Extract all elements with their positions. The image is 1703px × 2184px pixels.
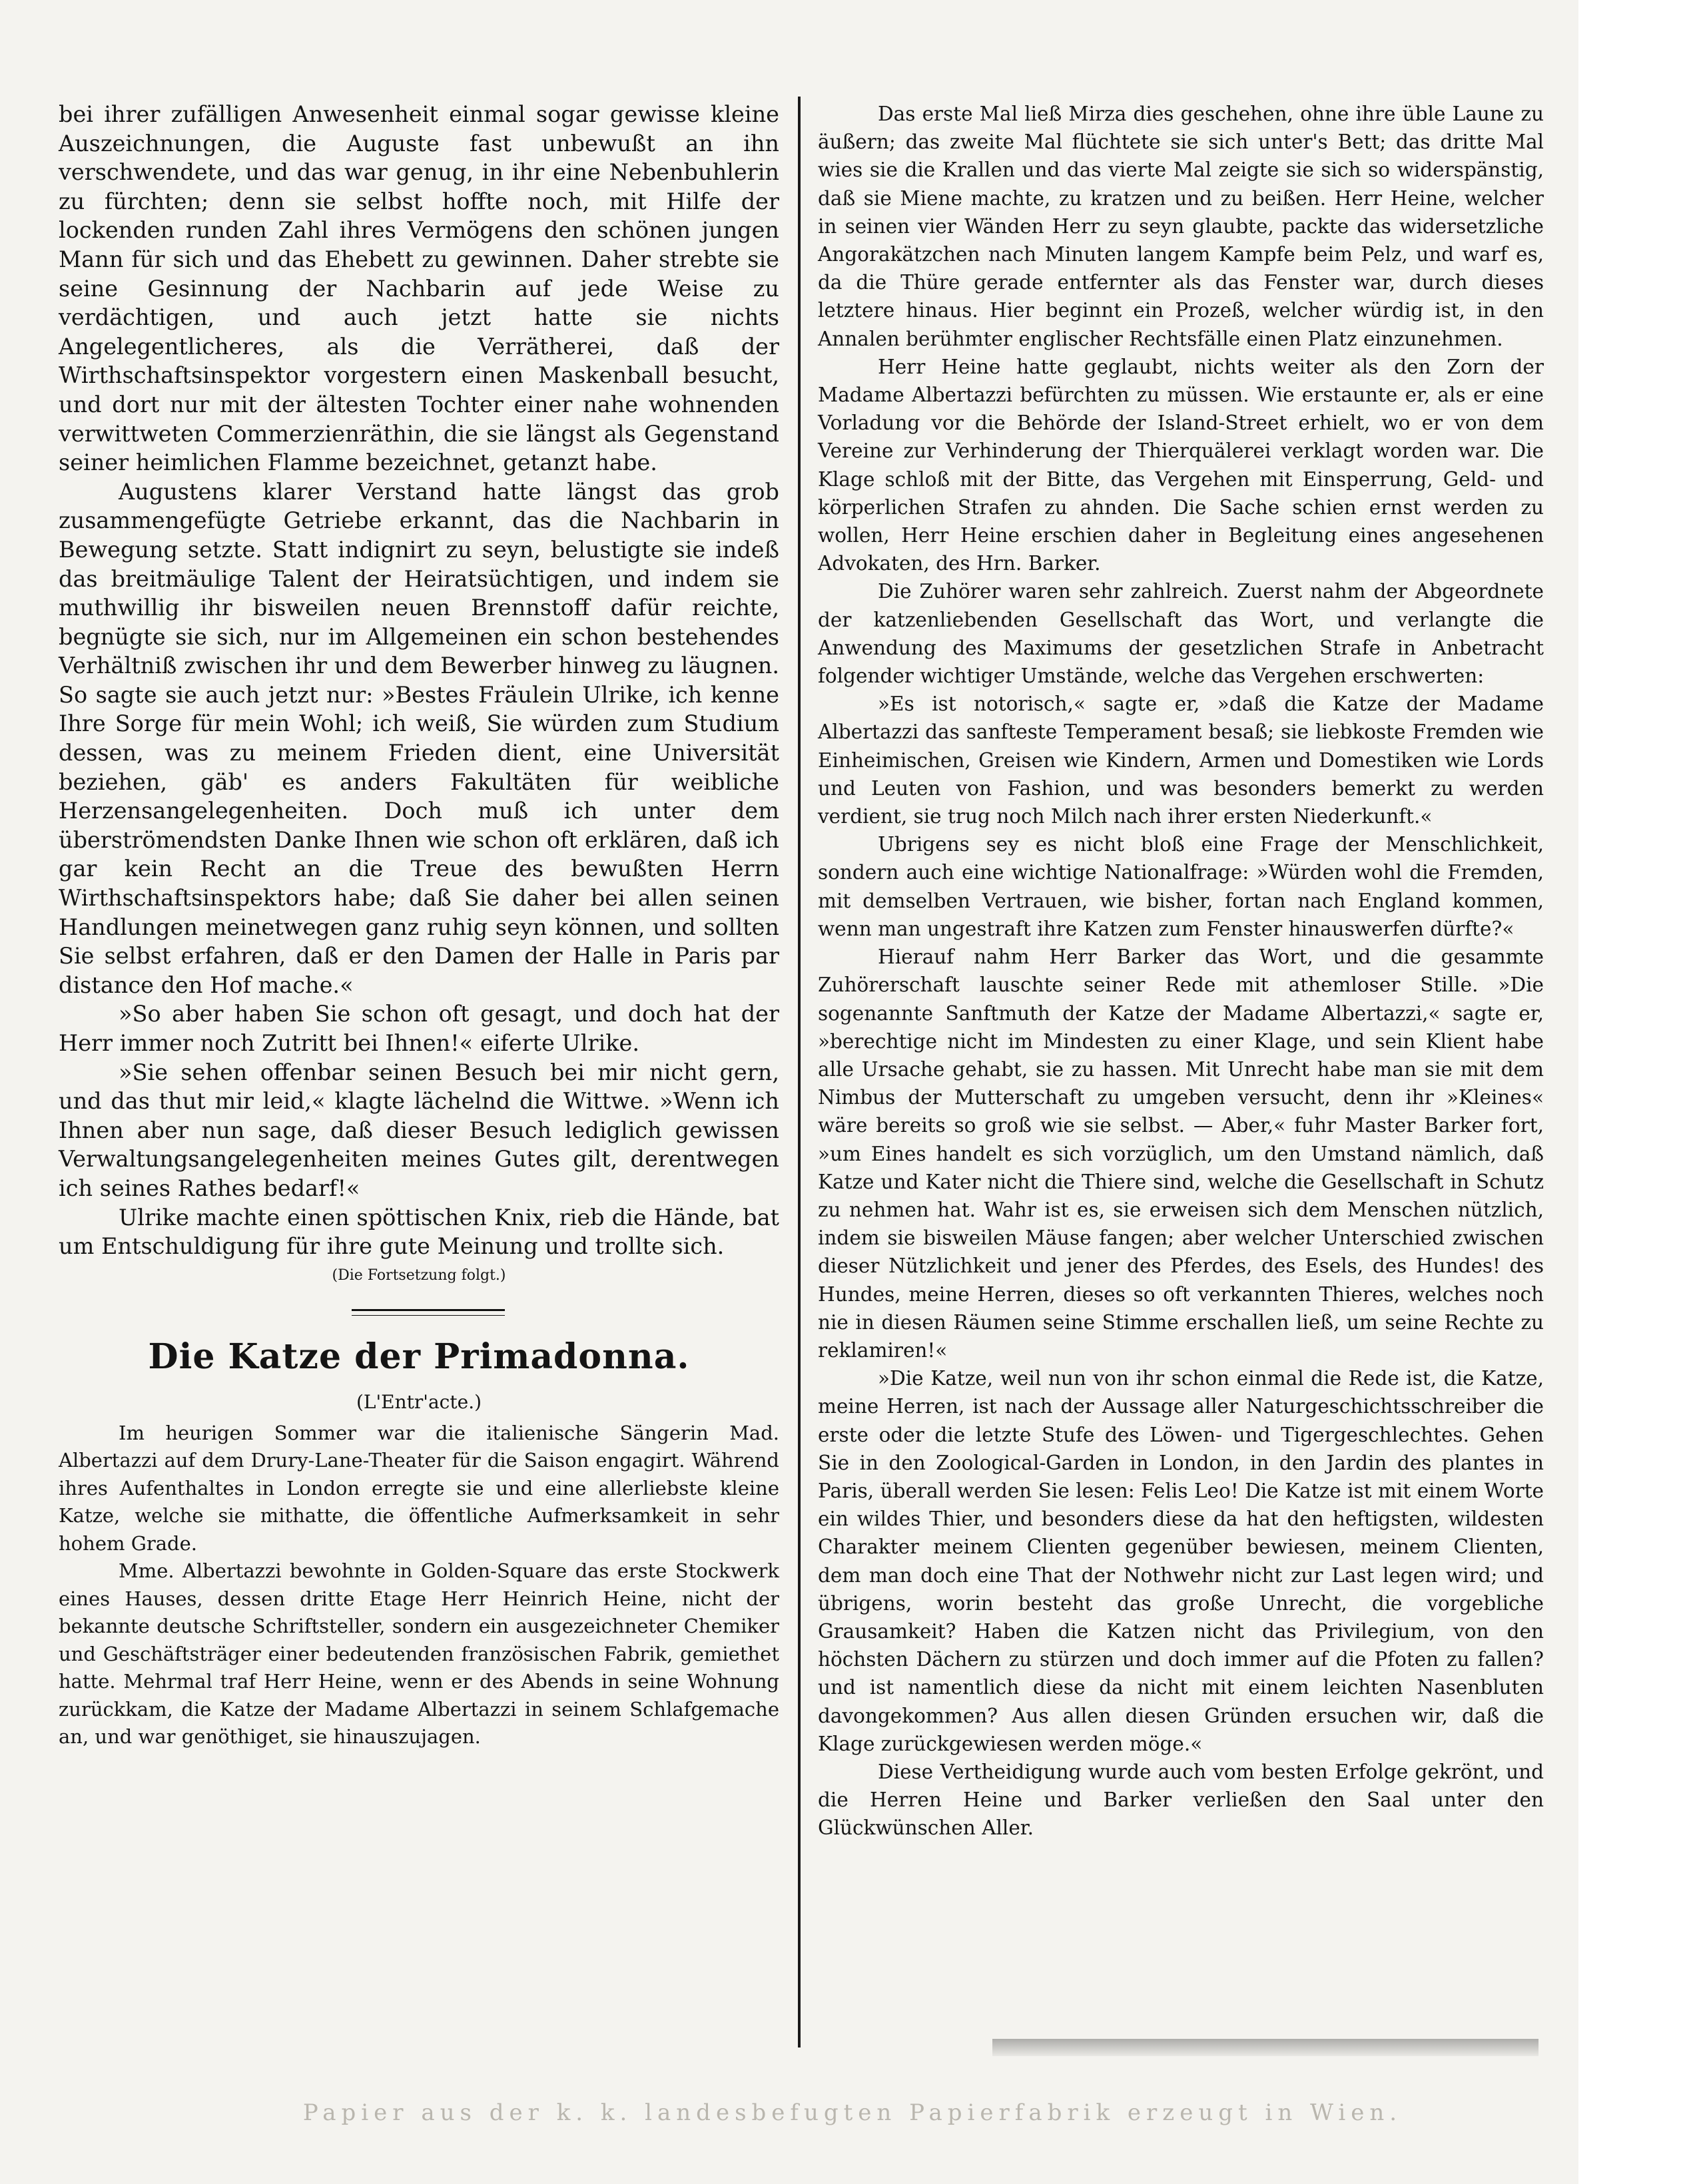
article-paragraph-1: Im heurigen Sommer war die italienische Sängerin Mad. Albertazzi auf dem Drury-Lane-Theater für die Saison engagirt. Während ihres Aufenthaltes in London erregte sie und eine allerliebste kleine Katze, welche sie mithatte, die öffentliche Aufmerksamkeit in sehr hohem Grade. [59, 1421, 779, 1555]
column-rule [798, 97, 801, 2048]
right-paragraph-3: Die Zuhörer waren sehr zahlreich. Zuerst nahm der Abgeordnete der katzenliebenden Gesellschaft das Wort, und verlangte die Anwendung des Maximums der gesetzlichen Strafe in Anbetracht folgender wichtiger Umstände, welche das Vergehen erschwerten: [818, 580, 1544, 688]
left-paragraph-1: bei ihrer zufälligen Anwesenheit einmal sogar gewisse kleine Auszeichnungen, die Auguste fast unbewußt an ihn verschwendete, und das war genug, in ihr eine Nebenbuhlerin zu fürchten; denn sie selbst hoffte noch, mit Hilfe der lockenden runden Zahl ihres Vermögens den schönen jungen Mann für sich und das Ehebett zu gewinnen. Daher strebte sie seine Gesinnung der Nachbarin auf jede Weise zu verdächtigen, und auch jetzt hatte sie nichts Angelegentlicheres, als die Verrätherei, daß der Wirthschaftsinspektor vorgestern einen Maskenball besucht, und dort nur mit der ältesten Tochter einer nahe wohnenden verwittweten Commerzienräthin, die sie längst als Gegenstand seiner heimlichen Flamme bezeichnet, getanzt habe. [59, 101, 779, 476]
article-subtitle: (L'Entr'acte.) [356, 1390, 482, 1413]
footer-imprint: Papier aus der k. k. landesbefugten Papierfabrik erzeugt in Wien. [302, 2099, 1403, 2126]
right-paragraph-6: Hierauf nahm Herr Barker das Wort, und die gesammte Zuhörerschaft lauschte seiner Rede mit athemloser Stille. »Die sogenannte Sanftmuth der Katze der Madame Albertazzi,« sagte er, »berechtige nicht im Mindesten zu einer Klage, und sein Klient habe alle Ursache gehabt, sie zu hassen. Mit Unrecht habe man sie mit dem Nimbus der Mutterschaft zu umgeben versucht, denn ihr »Kleines« wäre bereits so groß wie sie selbst. — Aber,« fuhr Master Barker fort, »um Eines handelt es sich vorzüglich, um den Umstand nämlich, daß Katze und Kater nicht die Thiere sind, welche die Gesellschaft in Schutz zu nehmen hat. Wahr ist es, sie erweisen sich dem Menschen nützlich, indem sie bisweilen Mäuse fangen; aber welcher Unterschied zwischen dieser Nützlichkeit und jener des Pferdes, des Esels, des Hundes! des Hundes, meine Herren, dieses so oft verkannten Thieres, welches noch nie in diesen Räumen seine Stimme erschallen ließ, um seine Rechte zu reklamiren!« [818, 946, 1544, 1362]
right-paragraph-2: Herr Heine hatte geglaubt, nichts weiter als den Zorn der Madame Albertazzi befürchten zu müssen. Wie erstaunte er, als er eine Vorladung vor die Behörde der Island-Street erhielt, wo er von dem Vereine zur Verhinderung der Thierquälerei verklagt worden war. Die Klage schloß mit der Bitte, das Vergehen mit Einsperrung, Geld- und körperlichen Strafen zu ahnden. Die Sache schien ernst werden zu wollen, Herr Heine erschien daher in Begleitung eines angesehenen Advokaten, des Hrn. Barker. [818, 355, 1544, 575]
left-column [59, 100, 779, 1751]
left-paragraph-3: »So aber haben Sie schon oft gesagt, und doch hat der Herr immer noch Zutritt bei Ihnen!« eiferte Ulrike. [59, 1001, 779, 1056]
right-paragraph-7: »Die Katze, weil nun von ihr schon einmal die Rede ist, die Katze, meine Herren, ist nach der Aussage aller Naturgeschichtsschreiber die erste oder die letzte Stufe des Löwen- und Tigergeschlechtes. Gehen Sie in den Zoological-Garden in London, in den Jardin des plantes in Paris, überall werden Sie lesen: Felis Leo! Die Katze ist mit einem Worte ein wildes Thier, und besonders diese da hat den heftigsten, wildesten Charakter meinem Clienten gegenüber bewiesen, meinem Clienten, dem man doch eine That der Nothwehr nicht zur Last legen wird; und übrigens, worin besteht das große Unrecht, die vorgebliche Grausamkeit? Haben die Katzen nicht das Privilegium, von den höchsten Dächern zu stürzen und doch immer auf die Pfoten zu fallen? und ist namentlich diese da nicht mit einem leichten Nasenbluten davongekommen? Aus allen diesen Gründen ersuchen wir, daß die Klage zurückgewiesen werden möge.« [818, 1367, 1544, 1755]
article-title: Die Katze der Primadonna. [148, 1336, 690, 1377]
article-paragraph-2: Mme. Albertazzi bewohnte in Golden-Square das erste Stockwerk eines Hauses, dessen dritte Etage Herr Heinrich Heine, nicht der bekannte deutsche Schriftsteller, sondern ein ausgezeichneter Chemiker und Geschäftsträger einer bedeutenden französischen Fabrik, gemiethet hatte. Mehrmal traf Herr Heine, wenn er des Abends in seine Wohnung zurückkam, die Katze der Madame Albertazzi in seinem Schlafgemache an, und war genöthiget, sie hinauszujagen. [59, 1559, 779, 1749]
section-divider [59, 1289, 779, 1329]
print-bleed [992, 2039, 1538, 2056]
right-column [818, 100, 1544, 1842]
left-paragraph-5: Ulrike machte einen spöttischen Knix, rieb die Hände, bat um Entschuldigung für ihre gute Meinung und trollte sich. [59, 1204, 779, 1260]
right-paragraph-4: »Es ist notorisch,« sagte er, »daß die Katze der Madame Albertazzi das sanfteste Temperament besaß; sie liebkoste Fremden wie Einheimischen, Greisen wie Kindern, Armen und Domestiken wie Lords und Leuten von Fashion, und was besonders bemerkt zu werden verdient, sie trug noch Milch nach ihrer ersten Niederkunft.« [818, 692, 1544, 828]
left-paragraph-2: Augustens klarer Verstand hatte längst das grob zusammengefügte Getriebe erkannt, das die Nachbarin in Bewegung setzte. Statt indignirt zu seyn, belustigte sie indeß das breitmäulige Talent der Heiratsüchtigen, und indem sie muthwillig ihr bisweilen neuen Brennstoff dafür reichte, begnügte sie sich, nur im Allgemeinen ein schon bestehendes Verhältniß zwischen ihr und dem Bewerber hinweg zu läugnen. So sagte sie auch jetzt nur: »Bestes Fräulein Ulrike, ich kenne Ihre Sorge für mein Wohl; ich weiß, Sie würden zum Studium dessen, was zu meinem Frieden dient, eine Universität beziehen, gäb' es anders Fakultäten für weibliche Herzensangelegenheiten. Doch muß ich unter dem überströmendsten Danke Ihnen wie schon oft erklären, daß ich gar kein Recht an die Treue des bewußten Herrn Wirthschaftsinspektors habe; daß Sie daher bei allen seinen Handlungen meinetwegen ganz ruhig seyn können, und sollten Sie selbst erfahren, daß er den Damen der Halle in Paris par distance den Hof mache.« [59, 478, 779, 998]
right-paragraph-8: Diese Vertheidigung wurde auch vom besten Erfolge gekrönt, und die Herren Heine und Barker verließen den Saal unter den Glückwünschen Aller. [818, 1760, 1544, 1840]
left-paragraph-4: »Sie sehen offenbar seinen Besuch bei mir nicht gern, und das thut mir leid,« klagte lächelnd die Wittwe. »Wenn ich Ihnen aber nun sage, daß dieser Besuch lediglich gewissen Verwaltungsangelegenheiten meines Gutes gilt, derentwegen ich seines Rathes bedarf!« [59, 1059, 779, 1201]
continued-note: (Die Fortsetzung folgt.) [332, 1266, 506, 1284]
scan-margin [1578, 0, 1703, 2184]
right-paragraph-1: Das erste Mal ließ Mirza dies geschehen, ohne ihre üble Laune zu äußern; das zweite Mal flüchtete sie sich unter's Bett; das dritte Mal wies sie die Krallen und das vierte Mal zeigte sie sich so widerspänstig, daß sie Miene machte, zu kratzen und zu beißen. Herr Heine, welcher in seinen vier Wänden Herr zu seyn glaubte, packte das widersetzliche Angorakätzchen nach Minuten langem Kampfe beim Pelz, und warf es, da die Thüre gerade entfernter als das Fenster war, durch dieses letztere hinaus. Hier beginnt ein Prozeß, welcher würdig ist, in den Annalen berühmter englischer Rechtsfälle einen Platz einzunehmen. [818, 103, 1544, 350]
right-paragraph-5: Ubrigens sey es nicht bloß eine Frage der Menschlichkeit, sondern auch eine wichtige Nationalfrage: »Würden wohl die Fremden, mit demselben Vertrauen, wie bisher, fortan nach England kommen, wenn man ungestraft ihre Katzen zum Fenster hinauswerfen dürfte?« [818, 833, 1544, 940]
